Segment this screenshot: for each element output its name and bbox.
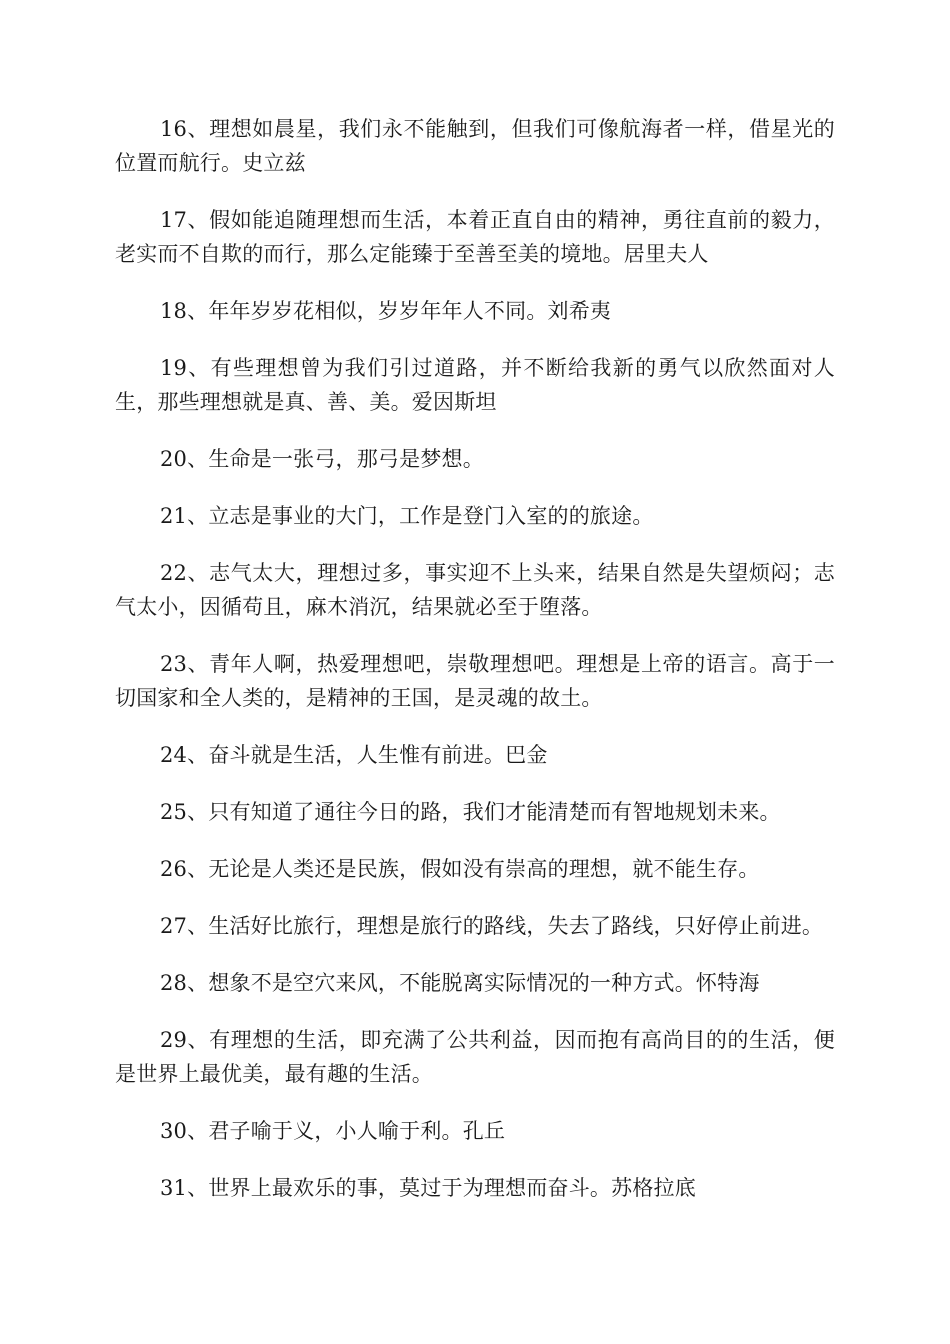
quote-paragraph-24: 24、奋斗就是生活，人生惟有前进。巴金 [160, 743, 548, 767]
quote-paragraph-17: 17、假如能追随理想而生活，本着正直自由的精神，勇往直前的毅力，老实而不自欺的而行，那么定能臻于至善至美的境地。居里夫人 [115, 208, 835, 266]
quote-paragraph-26: 26、无论是人类还是民族，假如没有崇高的理想，就不能生存。 [160, 857, 760, 881]
quote-paragraph-28: 28、想象不是空穴来风，不能脱离实际情况的一种方式。怀特海 [160, 971, 760, 995]
quote-paragraph-18: 18、年年岁岁花相似，岁岁年年人不同。刘希夷 [160, 299, 612, 323]
quote-paragraph-19: 19、有些理想曾为我们引过道路，并不断给我新的勇气以欣然面对人生，那些理想就是真、善、美。爱因斯坦 [115, 356, 835, 414]
document-body [115, 112, 835, 1228]
quote-paragraph-25: 25、只有知道了通往今日的路，我们才能清楚而有智地规划未来。 [160, 800, 781, 824]
quote-paragraph-16: 16、理想如晨星，我们永不能触到，但我们可像航海者一样，借星光的位置而航行。史立兹 [115, 117, 835, 175]
quote-paragraph-22: 22、志气太大，理想过多，事实迎不上头来，结果自然是失望烦闷；志气太小，因循苟且，麻木消沉，结果就必至于堕落。 [115, 561, 835, 619]
quote-paragraph-31: 31、世界上最欢乐的事，莫过于为理想而奋斗。苏格拉底 [160, 1176, 696, 1200]
quote-paragraph-21: 21、立志是事业的大门，工作是登门入室的的旅途。 [160, 504, 654, 528]
quote-paragraph-23: 23、青年人啊，热爱理想吧，崇敬理想吧。理想是上帝的语言。高于一切国家和全人类的，是精神的王国，是灵魂的故土。 [115, 652, 835, 710]
quote-paragraph-30: 30、君子喻于义，小人喻于利。孔丘 [160, 1119, 506, 1143]
quote-paragraph-20: 20、生命是一张弓，那弓是梦想。 [160, 447, 484, 471]
quote-paragraph-27: 27、生活好比旅行，理想是旅行的路线，失去了路线，只好停止前进。 [160, 914, 824, 938]
quote-paragraph-29: 29、有理想的生活，即充满了公共利益，因而抱有高尚目的的生活，便是世界上最优美，最有趣的生活。 [115, 1028, 835, 1086]
